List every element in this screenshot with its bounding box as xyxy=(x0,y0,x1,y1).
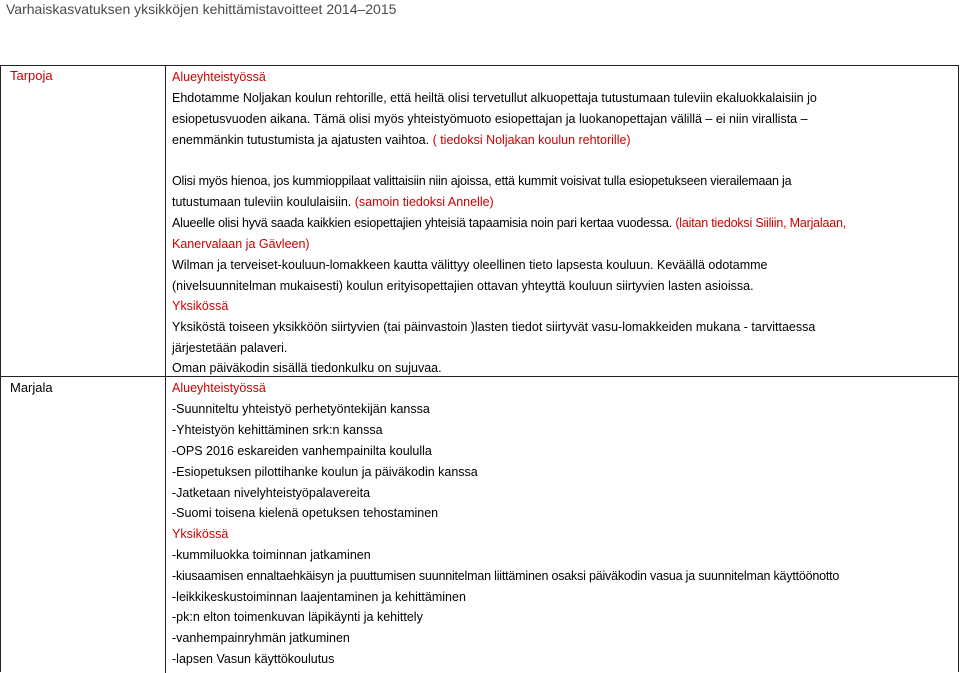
goal-text-line: (nivelsuunnitelman mukaisesti) koulun erityisopettajien ottavan yhteyttä kouluun siirtyvien lasten asioissa. xyxy=(172,279,754,293)
goal-text-line: järjestetään palaveri. xyxy=(172,341,288,355)
list-item: -Esiopetuksen pilottihanke koulun ja päiväkodin kanssa xyxy=(172,465,478,479)
list-item: -Suomi toisena kielenä opetuksen tehostaminen xyxy=(172,506,439,520)
list-item: -vanhempainryhmän jatkuminen xyxy=(172,631,350,645)
section-heading-unit: Yksikössä xyxy=(172,299,229,313)
goal-text-line xyxy=(172,132,631,148)
list-item: -leikkikeskustoiminnan laajentaminen ja kehittäminen xyxy=(172,590,466,604)
section-heading-area: Alueyhteistyössä xyxy=(172,70,266,84)
list-item: -Yhteistyön kehittäminen srk:n kanssa xyxy=(172,423,383,437)
unit-name-marjala: Marjala xyxy=(10,380,53,395)
list-item: -kiusaamisen ennaltaehkäisyn ja puuttumisen suunnitelman liittäminen osaksi päiväkodin vasua ja suunnitelman käyttöönotto xyxy=(172,569,840,583)
goal-text-line xyxy=(172,194,494,210)
table-row-tarpoja xyxy=(1,66,958,377)
goal-text-line: Yksiköstä toiseen yksikköön siirtyvien (tai päinvastoin )lasten tiedot siirtyvät vasu-lomakkeiden mukana - tarvittaessa xyxy=(172,320,816,334)
info-note: (laitan tiedoksi Siiliin, Marjalaan, xyxy=(675,216,847,230)
list-item: -Jatketaan nivelyhteistyöpalavereita xyxy=(172,486,371,500)
list-item: -pk:n elton toimenkuvan läpikäynti ja kehittely xyxy=(172,610,423,624)
goal-text-line xyxy=(172,257,767,273)
list-item: -OPS 2016 eskareiden vanhempainilta koululla xyxy=(172,444,432,458)
goals-table xyxy=(0,65,959,672)
goal-text-line: Ehdotamme Noljakan koulun rehtorille, että heiltä olisi tervetullut alkuopettaja tutustumaan tuleviin ekaluokkalaisiin jo xyxy=(172,91,817,105)
section-heading-unit: Yksikössä xyxy=(172,527,229,541)
goal-text-segment: Wilman ja terveiset-kouluun-lomakkeen kautta välittyy oleellinen tieto lapsesta kouluun. xyxy=(172,258,654,272)
column-divider xyxy=(165,377,166,673)
list-item: -kummiluokka toiminnan jatkaminen xyxy=(172,548,371,562)
section-heading-area: Alueyhteistyössä xyxy=(172,381,266,395)
info-note: (samoin tiedoksi Annelle) xyxy=(354,195,494,209)
goal-text-segment: Alueelle olisi hyvä saada kaikkien esiopettajien yhteisiä tapaamisia noin pari kertaa vuodessa. xyxy=(172,216,673,230)
unit-name-tarpoja: Tarpoja xyxy=(10,68,53,83)
document-header-title: Varhaiskasvatuksen yksikköjen kehittämistavoitteet 2014–2015 xyxy=(6,1,397,17)
goal-text-segment: tutustumaan tuleviin koululaisiin. xyxy=(172,195,352,209)
table-row-marjala xyxy=(1,377,958,673)
list-item: -Suunniteltu yhteistyö perhetyöntekijän kanssa xyxy=(172,402,430,416)
goal-text-segment: Keväällä odotamme xyxy=(657,258,768,272)
info-note: Kanervalaan ja Gävleen) xyxy=(172,237,310,251)
goal-text-line: Oman päiväkodin sisällä tiedonkulku on sujuvaa. xyxy=(172,361,442,375)
info-note: ( tiedoksi Noljakan koulun rehtorille) xyxy=(432,133,631,147)
list-item: -lapsen Vasun käyttökoulutus xyxy=(172,652,335,666)
goal-text-segment: enemmänkin tutustumista ja ajatusten vaihtoa. xyxy=(172,133,430,147)
goal-text-line: Olisi myös hienoa, jos kummioppilaat valittaisiin niin ajoissa, että kummit voisivat tulla esiopetukseen vierailemaan ja xyxy=(172,174,792,188)
column-divider xyxy=(165,66,166,376)
goal-text-line xyxy=(172,215,846,231)
goal-text-line: esiopetusvuoden aikana. Tämä olisi myös yhteistyömuoto esiopettajan ja luokanopettajan välillä – ei niin virallista – xyxy=(172,112,808,126)
